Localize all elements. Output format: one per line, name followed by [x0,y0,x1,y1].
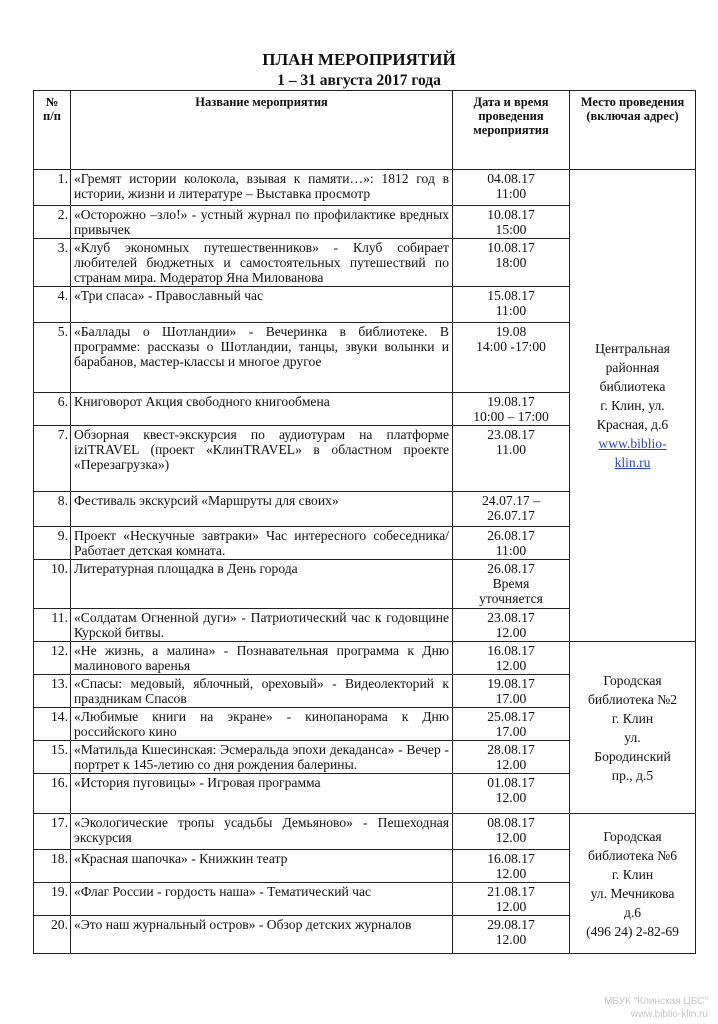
venue-line: библиотека №6 [587,847,678,863]
header-date [453,91,570,170]
event-date-line: 10.08.17 [487,207,535,222]
event-name: «Баллады о Шотландии» - Вечеринка в библиотеке. В программе: рассказы о Шотландии, танцы, звуки волынки и барабанов, мастер-классы и многое другое [71,323,453,393]
row-number: 11. [34,609,71,642]
event-date [453,323,570,393]
event-date-line: 21.08.17 [487,884,535,899]
venue-website-link[interactable]: www.biblio- [598,436,667,451]
event-date [453,206,570,239]
venue-line: г. Клин, ул. [600,398,665,413]
event-date-line: 26.07.17 [487,508,535,523]
table-row [34,814,696,850]
event-name: «Гремят истории колокола, взывая к памяти…»: 1812 год в истории, жизни и литературе – Выставка просмотр [71,170,453,206]
event-date-line: 11.00 [495,442,527,457]
event-date-line: 19.08 [495,324,527,339]
venue-address [570,814,696,954]
event-date-line: 12.00 [495,658,527,673]
event-date-line: 12.00 [495,830,527,845]
event-name: Обзорная квест-экскурсия по аудиотурам на платформе iziTRAVEL (проект «КлинTRAVEL» в областном проекте «Перезагрузка») [71,426,453,492]
event-date [453,492,570,527]
header-num-line: п/п [43,109,61,123]
event-date [453,642,570,675]
event-date-line: Время [492,576,530,591]
venue-line: библиотека [599,379,666,394]
event-date-line: 08.08.17 [487,815,535,830]
header-date-line: Дата и время [473,95,549,109]
event-date-line: 28.08.17 [487,742,535,757]
row-number: 2. [34,206,71,239]
venue-address [570,642,696,814]
event-name: «Красная шапочка» - Книжкин театр [71,850,453,883]
row-number: 3. [34,239,71,287]
header-num-line: № [45,95,59,109]
event-date-line: 11:00 [495,303,527,318]
watermark-org: МБУК "Клинская ЦБС" [604,996,708,1007]
document-title: ПЛАН МЕРОПРИЯТИЙ [262,50,456,69]
event-name: «Матильда Кшесинская: Эсмеральда эпохи декаданса» - Вечер - портрет к 145-летию со дня рождения балерины. [71,741,453,774]
table-row [34,170,696,206]
document-subtitle: 1 – 31 августа 2017 года [277,72,441,89]
events-table [33,90,696,954]
event-date-line: 19.08.17 [487,676,535,691]
event-date [453,170,570,206]
event-date-line: 04.08.17 [487,171,535,186]
row-number: 15. [34,741,71,774]
event-name: «Это наш журнальный остров» - Обзор детских журналов [71,916,453,954]
event-date [453,708,570,741]
event-name: «Спасы: медовый, яблочный, ореховый» - Видеолекторий к праздникам Спасов [71,675,453,708]
event-date-line: 15.08.17 [487,288,535,303]
event-date-line: 10.08.17 [487,240,535,255]
event-date-line: 16.08.17 [487,851,535,866]
event-name: «История пуговицы» - Игровая программа [71,774,453,814]
event-date-line: 23.08.17 [487,610,535,625]
event-name: «Не жизнь, а малина» - Познавательная программа к Дню малинового варенья [71,642,453,675]
venue-line: (496 24) 2-82-69 [586,923,679,939]
event-date [453,393,570,426]
venue-website-link[interactable]: klin.ru [614,455,651,470]
row-number: 10. [34,560,71,609]
table-header-row [34,91,696,170]
row-number: 20. [34,916,71,954]
event-date-line: 17.00 [495,691,527,706]
event-name: «Осторожно –зло!» - устный журнал по профилактике вредных привычек [71,206,453,239]
row-number: 19. [34,883,71,916]
row-number: 9. [34,527,71,560]
event-date-line: 17.00 [495,724,527,739]
event-date-line: 25.08.17 [487,709,535,724]
header-name: Название мероприятия [71,91,453,170]
watermark-url: www.biblio-klin.ru [630,1009,708,1020]
venue-line: Красная, д.6 [596,417,669,432]
event-date [453,741,570,774]
venue-address [570,170,696,642]
row-number: 16. [34,774,71,814]
event-date-line: 24.07.17 – [482,493,540,508]
header-place-line: Место проведения [580,95,685,109]
venue-line: г. Клин [611,710,654,726]
venue-line: библиотека №2 [587,691,678,707]
venue-line: д.6 [623,904,642,920]
event-name: «Любимые книги на экране» - кинопанорама к Дню российского кино [71,708,453,741]
row-number: 17. [34,814,71,850]
row-number: 14. [34,708,71,741]
event-date [453,675,570,708]
venue-line: ул. [624,729,641,745]
event-date-line: 15:00 [495,222,527,237]
event-name: Книговорот Акция свободного книгообмена [71,393,453,426]
row-number: 6. [34,393,71,426]
event-date [453,527,570,560]
event-date [453,609,570,642]
row-number: 13. [34,675,71,708]
event-date-line: 12.00 [495,757,527,772]
venue-line: ул. Мечникова [590,885,675,901]
event-date [453,850,570,883]
event-date [453,239,570,287]
venue-line: Городская [603,828,662,844]
row-number: 1. [34,170,71,206]
header-place-line: (включая адрес) [586,109,679,123]
event-date-line: 12.00 [495,899,527,914]
event-date-line: 12.00 [495,790,527,805]
event-date [453,883,570,916]
event-date-line: 26.08.17 [487,528,535,543]
event-date-line: 16.08.17 [487,643,535,658]
event-date-line: уточняется [479,591,543,606]
event-date [453,426,570,492]
event-date-line: 23.08.17 [487,427,535,442]
header-date-line: проведения [478,109,544,123]
row-number: 8. [34,492,71,527]
row-number: 5. [34,323,71,393]
event-date-line: 01.08.17 [487,775,535,790]
event-name: Фестиваль экскурсий «Маршруты для своих» [71,492,453,527]
event-date-line: 11:00 [495,186,527,201]
event-date-line: 18:00 [495,255,527,270]
venue-line: Городская [603,672,662,688]
venue-line: г. Клин [611,866,654,882]
row-number: 7. [34,426,71,492]
event-date [453,814,570,850]
event-date-line: 14:00 -17:00 [476,339,546,354]
event-name: Литературная площадка в День города [71,560,453,609]
event-name: «Три спаса» - Православный час [71,287,453,323]
event-date-line: 12.00 [495,866,527,881]
header-place [570,91,696,170]
event-date-line: 12.00 [495,932,527,947]
venue-line: районная [605,360,660,375]
event-date [453,916,570,954]
event-date-line: 26.08.17 [487,561,535,576]
venue-line: Центральная [595,341,670,356]
venue-line: пр., д.5 [611,767,654,783]
event-name: «Флаг России - гордость наша» - Тематический час [71,883,453,916]
event-date [453,287,570,323]
row-number: 4. [34,287,71,323]
event-name: Проект «Нескучные завтраки» Час интересного собеседника/ Работает детская комната. [71,527,453,560]
table-row [34,642,696,675]
row-number: 18. [34,850,71,883]
event-date-line: 29.08.17 [487,917,535,932]
event-date-line: 11:00 [495,543,527,558]
event-name: «Солдатам Огненной дуги» - Патриотический час к годовщине Курской битвы. [71,609,453,642]
event-date [453,774,570,814]
event-name: «Клуб экономных путешественников» - Клуб собирает любителей бюджетных и самостоятельных путешествий по странам мира. Модератор Яна Милованова [71,239,453,287]
venue-line: Бородинский [594,748,671,764]
header-num [34,91,71,170]
event-name: «Экологические тропы усадьбы Демьяново» - Пешеходная экскурсия [71,814,453,850]
event-date-line: 19.08.17 [487,394,535,409]
event-date-line: 12.00 [495,625,527,640]
event-date [453,560,570,609]
header-date-line: мероприятия [473,123,549,137]
event-date-line: 10:00 – 17:00 [473,409,549,424]
row-number: 12. [34,642,71,675]
